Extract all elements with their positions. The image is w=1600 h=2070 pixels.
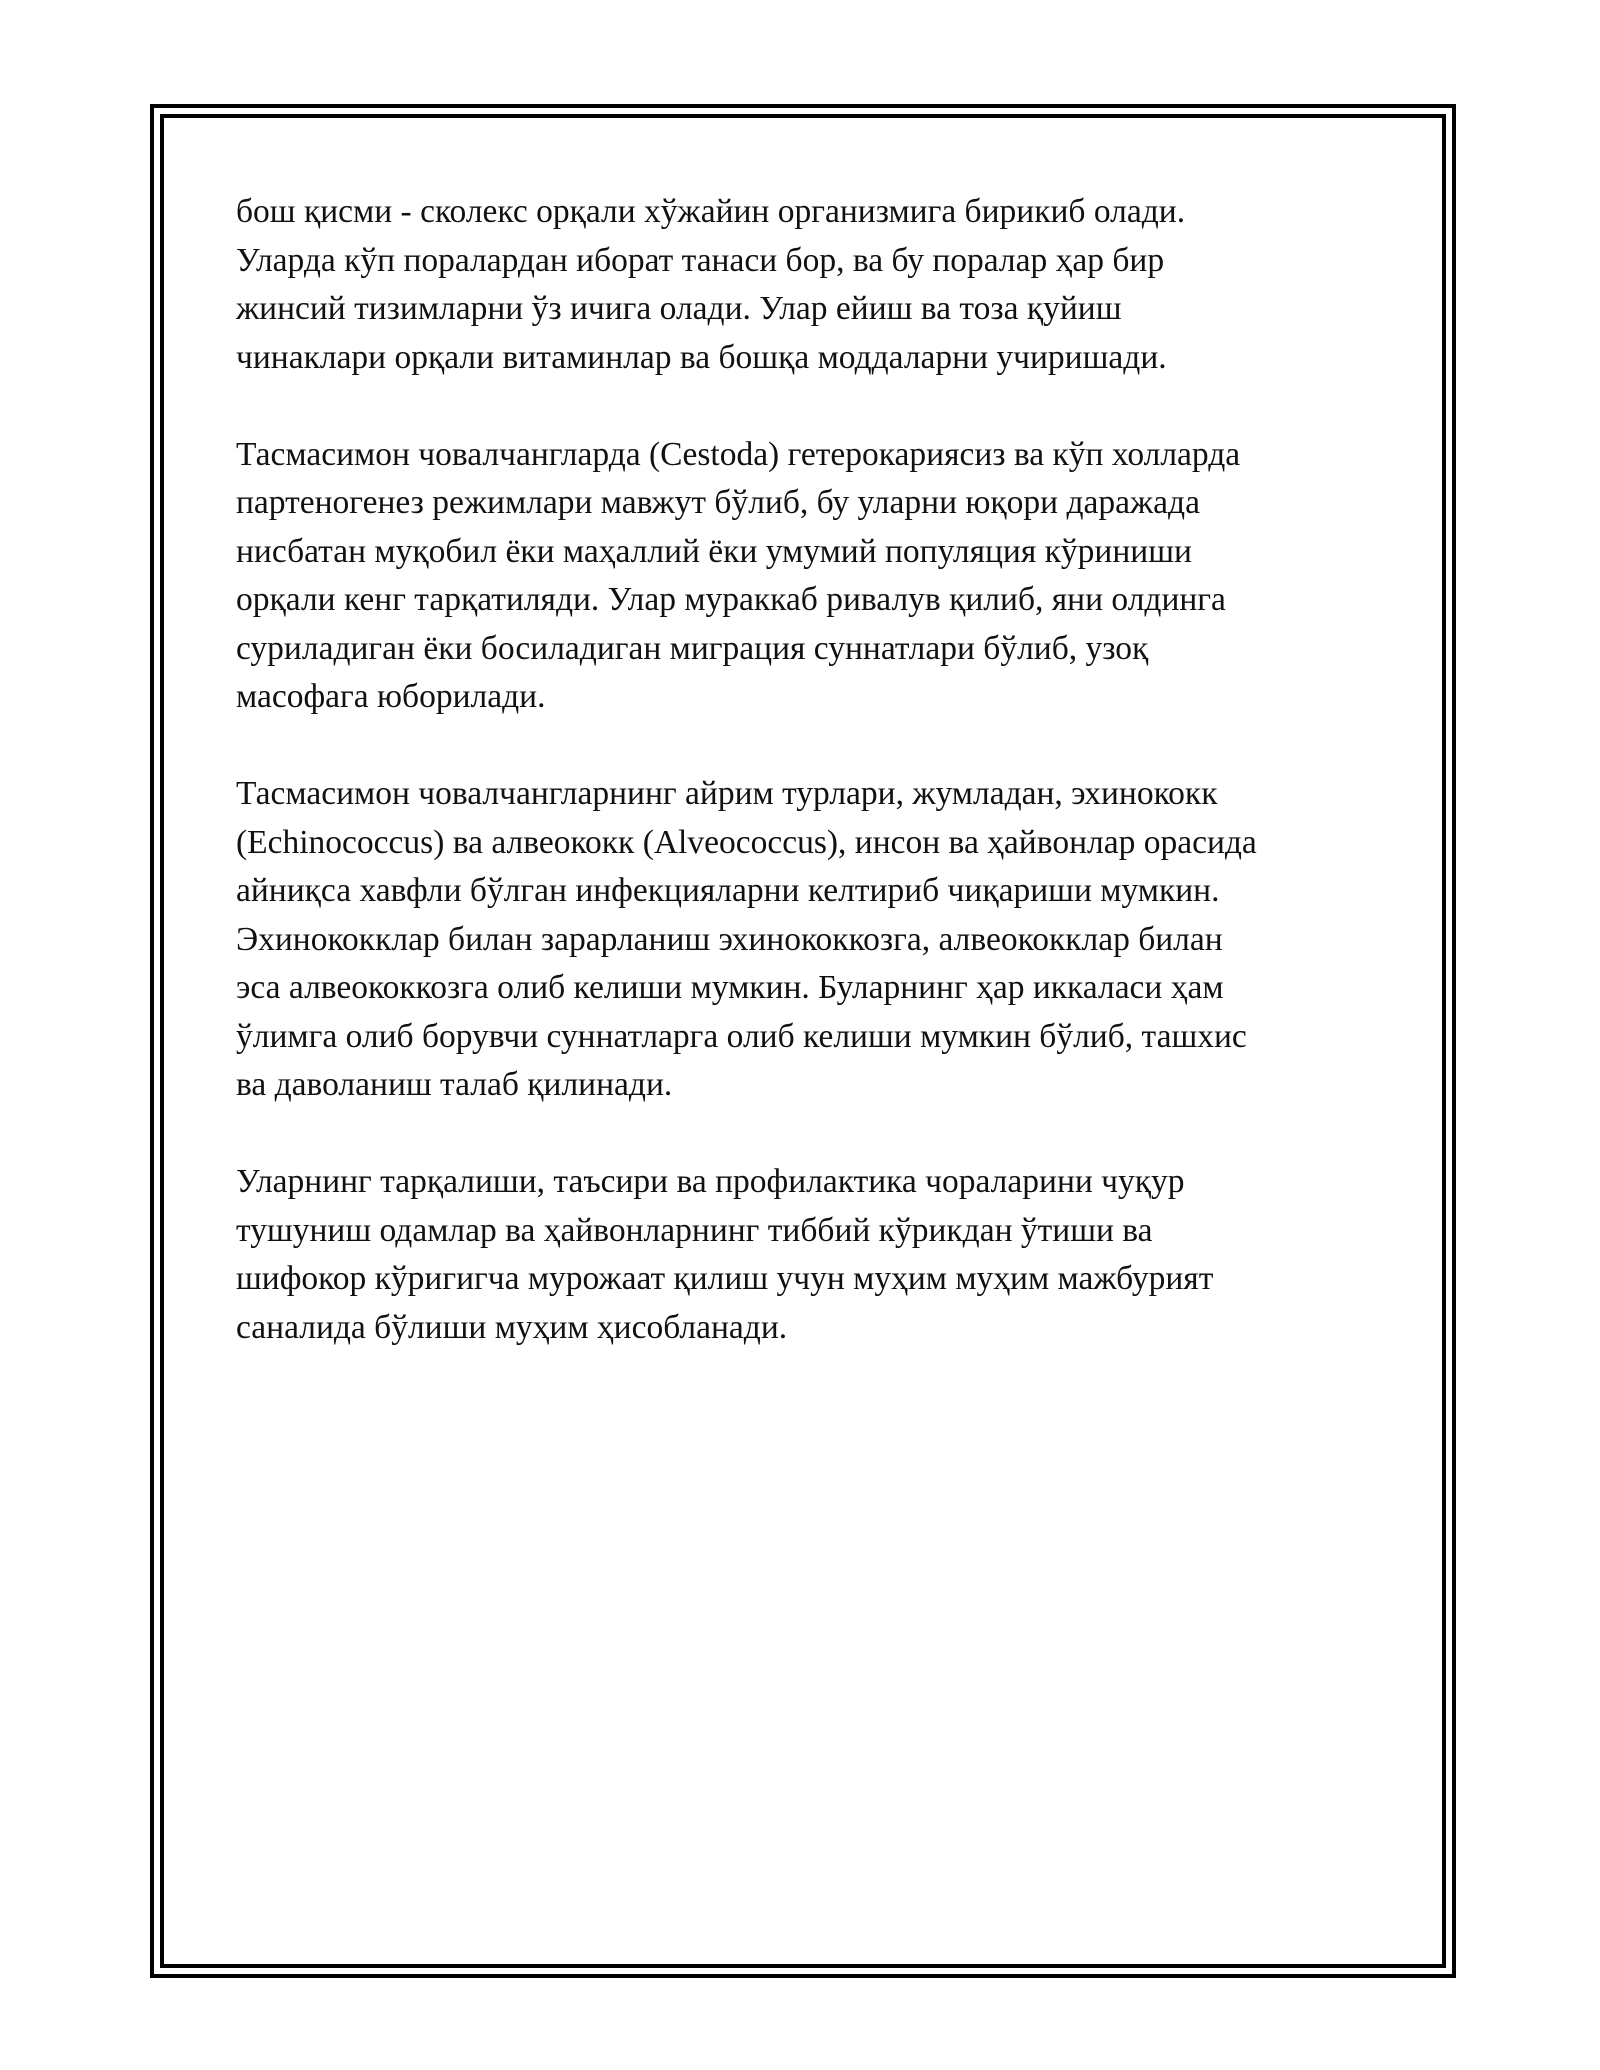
paragraph-2: Тасмасимон човалчангларда (Cestoda) гетерокариясиз ва кўп холларда партеногенез режимлари мавжут бўлиб, бу уларни юқори даражада нисбатан муқобил ёки маҳаллий ёки умумий популяция кўриниши орқали кенг тарқатиляди. Улар мураккаб ривалув қилиб, яни олдинга суриладиган ёки босиладиган миграция суннатлари бўлиб, узоқ масофага юборилади. bbox=[236, 435, 1241, 715]
paragraph-3: Тасмасимон човалчангларнинг айрим турлари, жумладан, эхинококк (Echinococcus) ва алвеококк (Alveococcus), инсон ва ҳайвонлар орасида айниқса хавфли бўлган инфекцияларни келтириб чиқариши мумкин. Эхинококклар билан зарарланиш эхинококкозга, алвеококклар билан эса алвеококкозга олиб келиши мумкин. Буларнинг ҳар иккаласи ҳам ўлимга олиб борувчи суннатларга олиб келиши мумкин бўлиб, ташхис ва даволаниш талаб қилинади. bbox=[236, 775, 1257, 1103]
paragraph-1: бош қисми - сколекс орқали хўжайин организмига бирикиб олади. Уларда кўп поралардан иборат танаси бор, ва бу поралар ҳар бир жинсий тизимларни ўз ичига олади. Улар ейиш ва тоза қуйиш чинаклари орқали витаминлар ва бошқа моддаларни учиришади. bbox=[236, 193, 1186, 376]
paragraph-4: Уларнинг тарқалиши, таъсири ва профилактика чораларини чуқур тушуниш одамлар ва ҳайвонларнинг тиббий кўрикдан ўтиши ва шифокор кўригигча мурожаат қилиш учун муҳим муҳим мажбурият саналида бўлиши муҳим ҳисобланади. bbox=[236, 1163, 1214, 1346]
document-body bbox=[236, 188, 1376, 1401]
